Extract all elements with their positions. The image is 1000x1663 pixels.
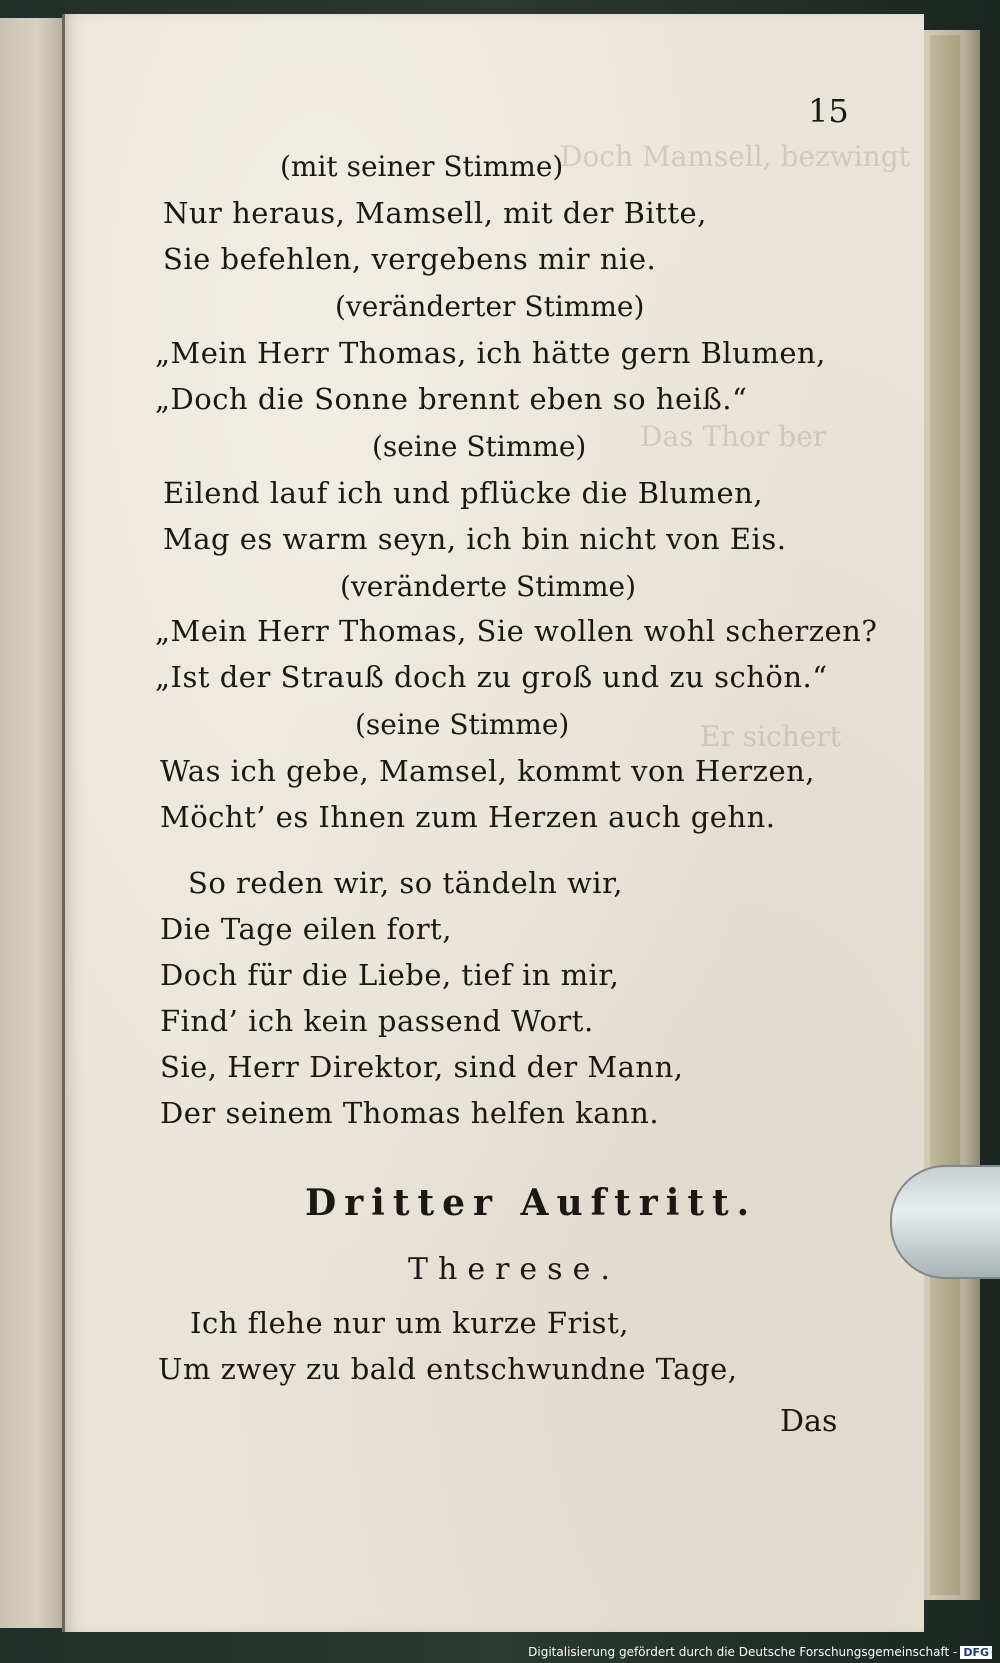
verse-line: Sie befehlen, vergebens mir nie. [163,242,657,276]
stage-direction: (seine Stimme) [355,708,570,741]
page-number: 15 [808,92,849,130]
verse-line: Find’ ich kein passend Wort. [160,1004,594,1038]
verse-line: „Doch die Sonne brennt eben so heiß.“ [155,382,748,416]
verse-line: Doch für die Liebe, tief in mir, [160,958,620,992]
bookmark-clip [890,1165,1000,1279]
speaker-name: Therese. [408,1252,620,1287]
dfg-logo: DFG [960,1646,992,1659]
stage-direction: (mit seiner Stimme) [280,150,564,183]
verse-line: Ich flehe nur um kurze Frist, [190,1306,629,1340]
verse-line: Die Tage eilen fort, [160,912,452,946]
verse-line: „Mein Herr Thomas, ich hätte gern Blumen, [155,336,826,370]
verse-line: Sie, Herr Direktor, sind der Mann, [160,1050,684,1084]
verse-line: Eilend lauf ich und pflücke die Blumen, [163,476,764,510]
verse-line: „Mein Herr Thomas, Sie wollen wohl scherzen? [155,614,878,648]
verse-line: Der seinem Thomas helfen kann. [160,1096,660,1130]
verse-line: Nur heraus, Mamsell, mit der Bitte, [163,196,707,230]
scene-heading: Dritter Auftritt. [305,1182,758,1224]
stage-direction: (seine Stimme) [372,430,587,463]
show-through-text: Doch Mamsell, bezwingt [560,140,910,173]
stage-direction: (veränderter Stimme) [335,290,645,323]
page-gutter [62,14,65,1632]
page-stack-shadow [930,35,960,1595]
verse-line: Mag es warm seyn, ich bin nicht von Eis. [163,522,787,556]
verse-line: So reden wir, so tändeln wir, [188,866,623,900]
show-through-text: Er sichert [700,720,841,753]
digitization-credit [528,1645,992,1659]
stage-direction: (veränderte Stimme) [340,570,637,603]
verse-line: Möcht’ es Ihnen zum Herzen auch gehn. [160,800,776,834]
credit-text: Digitalisierung gefördert durch die Deutsche Forschungsgemeinschaft - [528,1645,958,1659]
catchword: Das [780,1404,838,1439]
show-through-text: Das Thor ber [640,420,827,453]
verse-line: Was ich gebe, Mamsel, kommt von Herzen, [160,754,816,788]
facing-page-edge [0,18,62,1628]
verse-line: Um zwey zu bald entschwundne Tage, [158,1352,738,1386]
verse-line: „Ist der Strauß doch zu groß und zu schön.“ [155,660,828,694]
